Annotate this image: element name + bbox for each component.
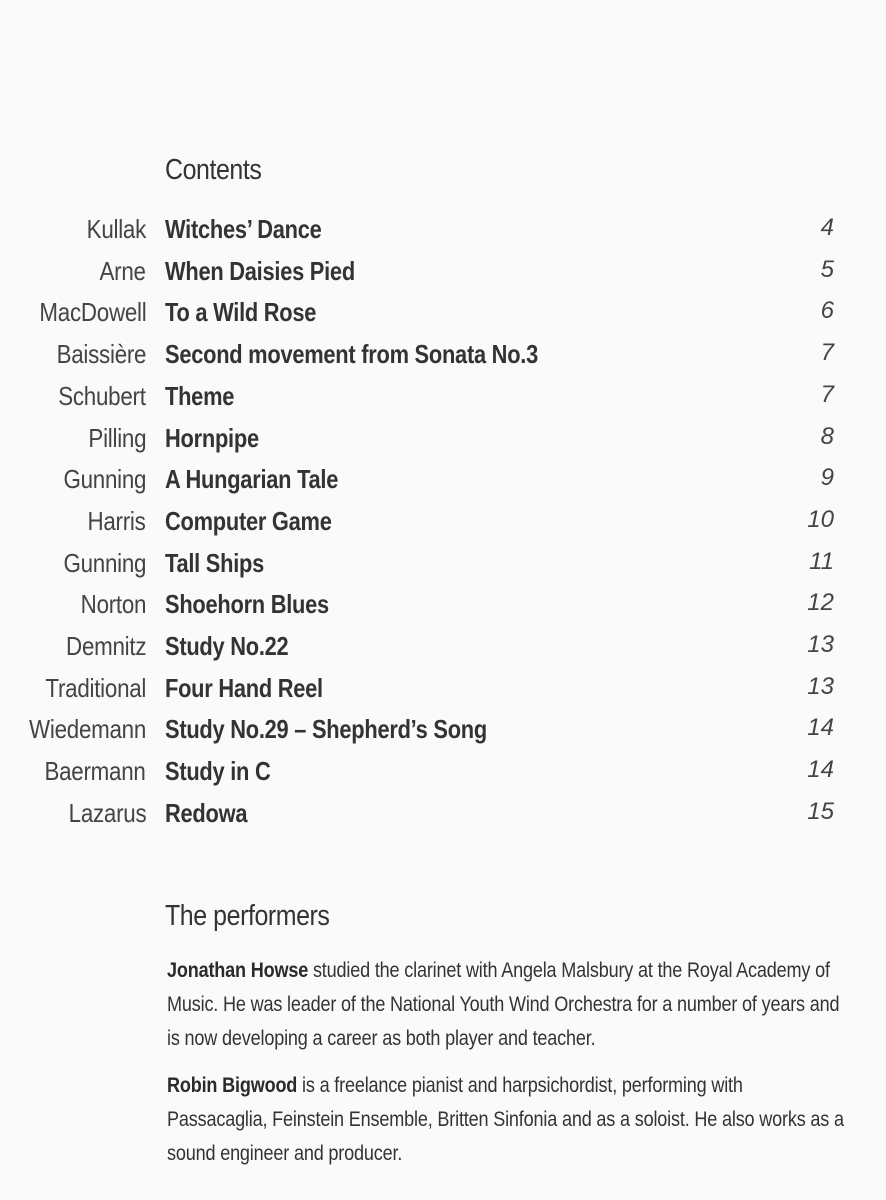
toc-item: [0, 631, 886, 665]
toc-page-number: 5: [820, 256, 834, 283]
performer-bio: [167, 954, 846, 1056]
toc-title: Study No.29 – Shepherd’s Song: [165, 714, 487, 744]
toc-page-number: 10: [807, 506, 834, 533]
toc-title: Shoehorn Blues: [165, 589, 329, 619]
toc-page-number: 14: [807, 756, 834, 783]
toc-item: [0, 297, 886, 331]
toc-title: Redowa: [165, 798, 248, 828]
performer-bio-text: studied the clarinet with Angela Malsbury at the Royal Academy of Music. He was leader of the National Youth Wind Orchestra for a number of years and is now developing a career as both player and teacher.: [167, 959, 840, 1050]
toc-page-number: 9: [820, 464, 834, 491]
toc-page-number: 6: [820, 297, 834, 324]
toc-item: [0, 339, 886, 373]
toc-composer: Pilling: [88, 423, 146, 453]
toc-item: [0, 256, 886, 290]
toc-composer: Arne: [99, 256, 146, 286]
toc-page-number: 13: [807, 673, 834, 700]
toc-item: [0, 548, 886, 582]
toc-item: [0, 714, 886, 748]
contents-heading: Contents: [165, 154, 262, 186]
toc-page-number: 8: [820, 423, 834, 450]
toc-page-number: 7: [820, 381, 834, 408]
toc-title: Witches’ Dance: [165, 214, 322, 244]
toc-item: [0, 589, 886, 623]
toc-composer: Wiedemann: [28, 714, 146, 744]
toc-composer: Gunning: [63, 464, 146, 494]
toc-page-number: 4: [820, 214, 834, 241]
toc-item: [0, 381, 886, 415]
toc-composer: Lazarus: [68, 798, 146, 828]
performers-heading: The performers: [165, 900, 330, 932]
toc-composer: MacDowell: [38, 297, 146, 327]
toc-title: Computer Game: [165, 506, 332, 536]
toc-title: Study No.22: [165, 631, 289, 661]
toc-item: [0, 214, 886, 248]
toc-composer: Baissière: [56, 339, 146, 369]
performer-name: Jonathan Howse: [167, 959, 309, 982]
toc-title: Study in C: [165, 756, 271, 786]
toc-composer: Schubert: [58, 381, 146, 411]
performer-bio: [167, 1069, 846, 1171]
toc-title: Second movement from Sonata No.3: [165, 339, 538, 369]
toc-composer: Baermann: [44, 756, 146, 786]
toc-composer: Harris: [87, 506, 146, 536]
toc-composer: Kullak: [86, 214, 146, 244]
toc-page-number: 15: [807, 798, 834, 825]
toc-title: When Daisies Pied: [165, 256, 355, 286]
toc-title: Theme: [165, 381, 235, 411]
performer-bio-text: is a freelance pianist and harpsichordist, performing with Passacaglia, Feinstein Ensemble, Britten Sinfonia and as a soloist. He also works as a sound engineer and producer.: [167, 1074, 844, 1165]
toc-title: Hornpipe: [165, 423, 259, 453]
toc-title: Four Hand Reel: [165, 673, 323, 703]
toc-item: [0, 464, 886, 498]
toc-composer: Gunning: [63, 548, 146, 578]
toc-page-number: 7: [820, 339, 834, 366]
toc-title: A Hungarian Tale: [165, 464, 339, 494]
toc-page-number: 12: [807, 589, 834, 616]
toc-item: [0, 673, 886, 707]
toc-title: Tall Ships: [165, 548, 265, 578]
toc-page-number: 11: [809, 548, 834, 575]
toc-item: [0, 423, 886, 457]
toc-page-number: 13: [807, 631, 834, 658]
toc-item: [0, 756, 886, 790]
toc-item: [0, 798, 886, 832]
toc-composer: Demnitz: [65, 631, 146, 661]
toc-composer: Traditional: [45, 673, 146, 703]
toc-page-number: 14: [807, 714, 834, 741]
toc-item: [0, 506, 886, 540]
toc-title: To a Wild Rose: [165, 297, 317, 327]
toc-composer: Norton: [80, 589, 146, 619]
performer-name: Robin Bigwood: [167, 1074, 298, 1097]
